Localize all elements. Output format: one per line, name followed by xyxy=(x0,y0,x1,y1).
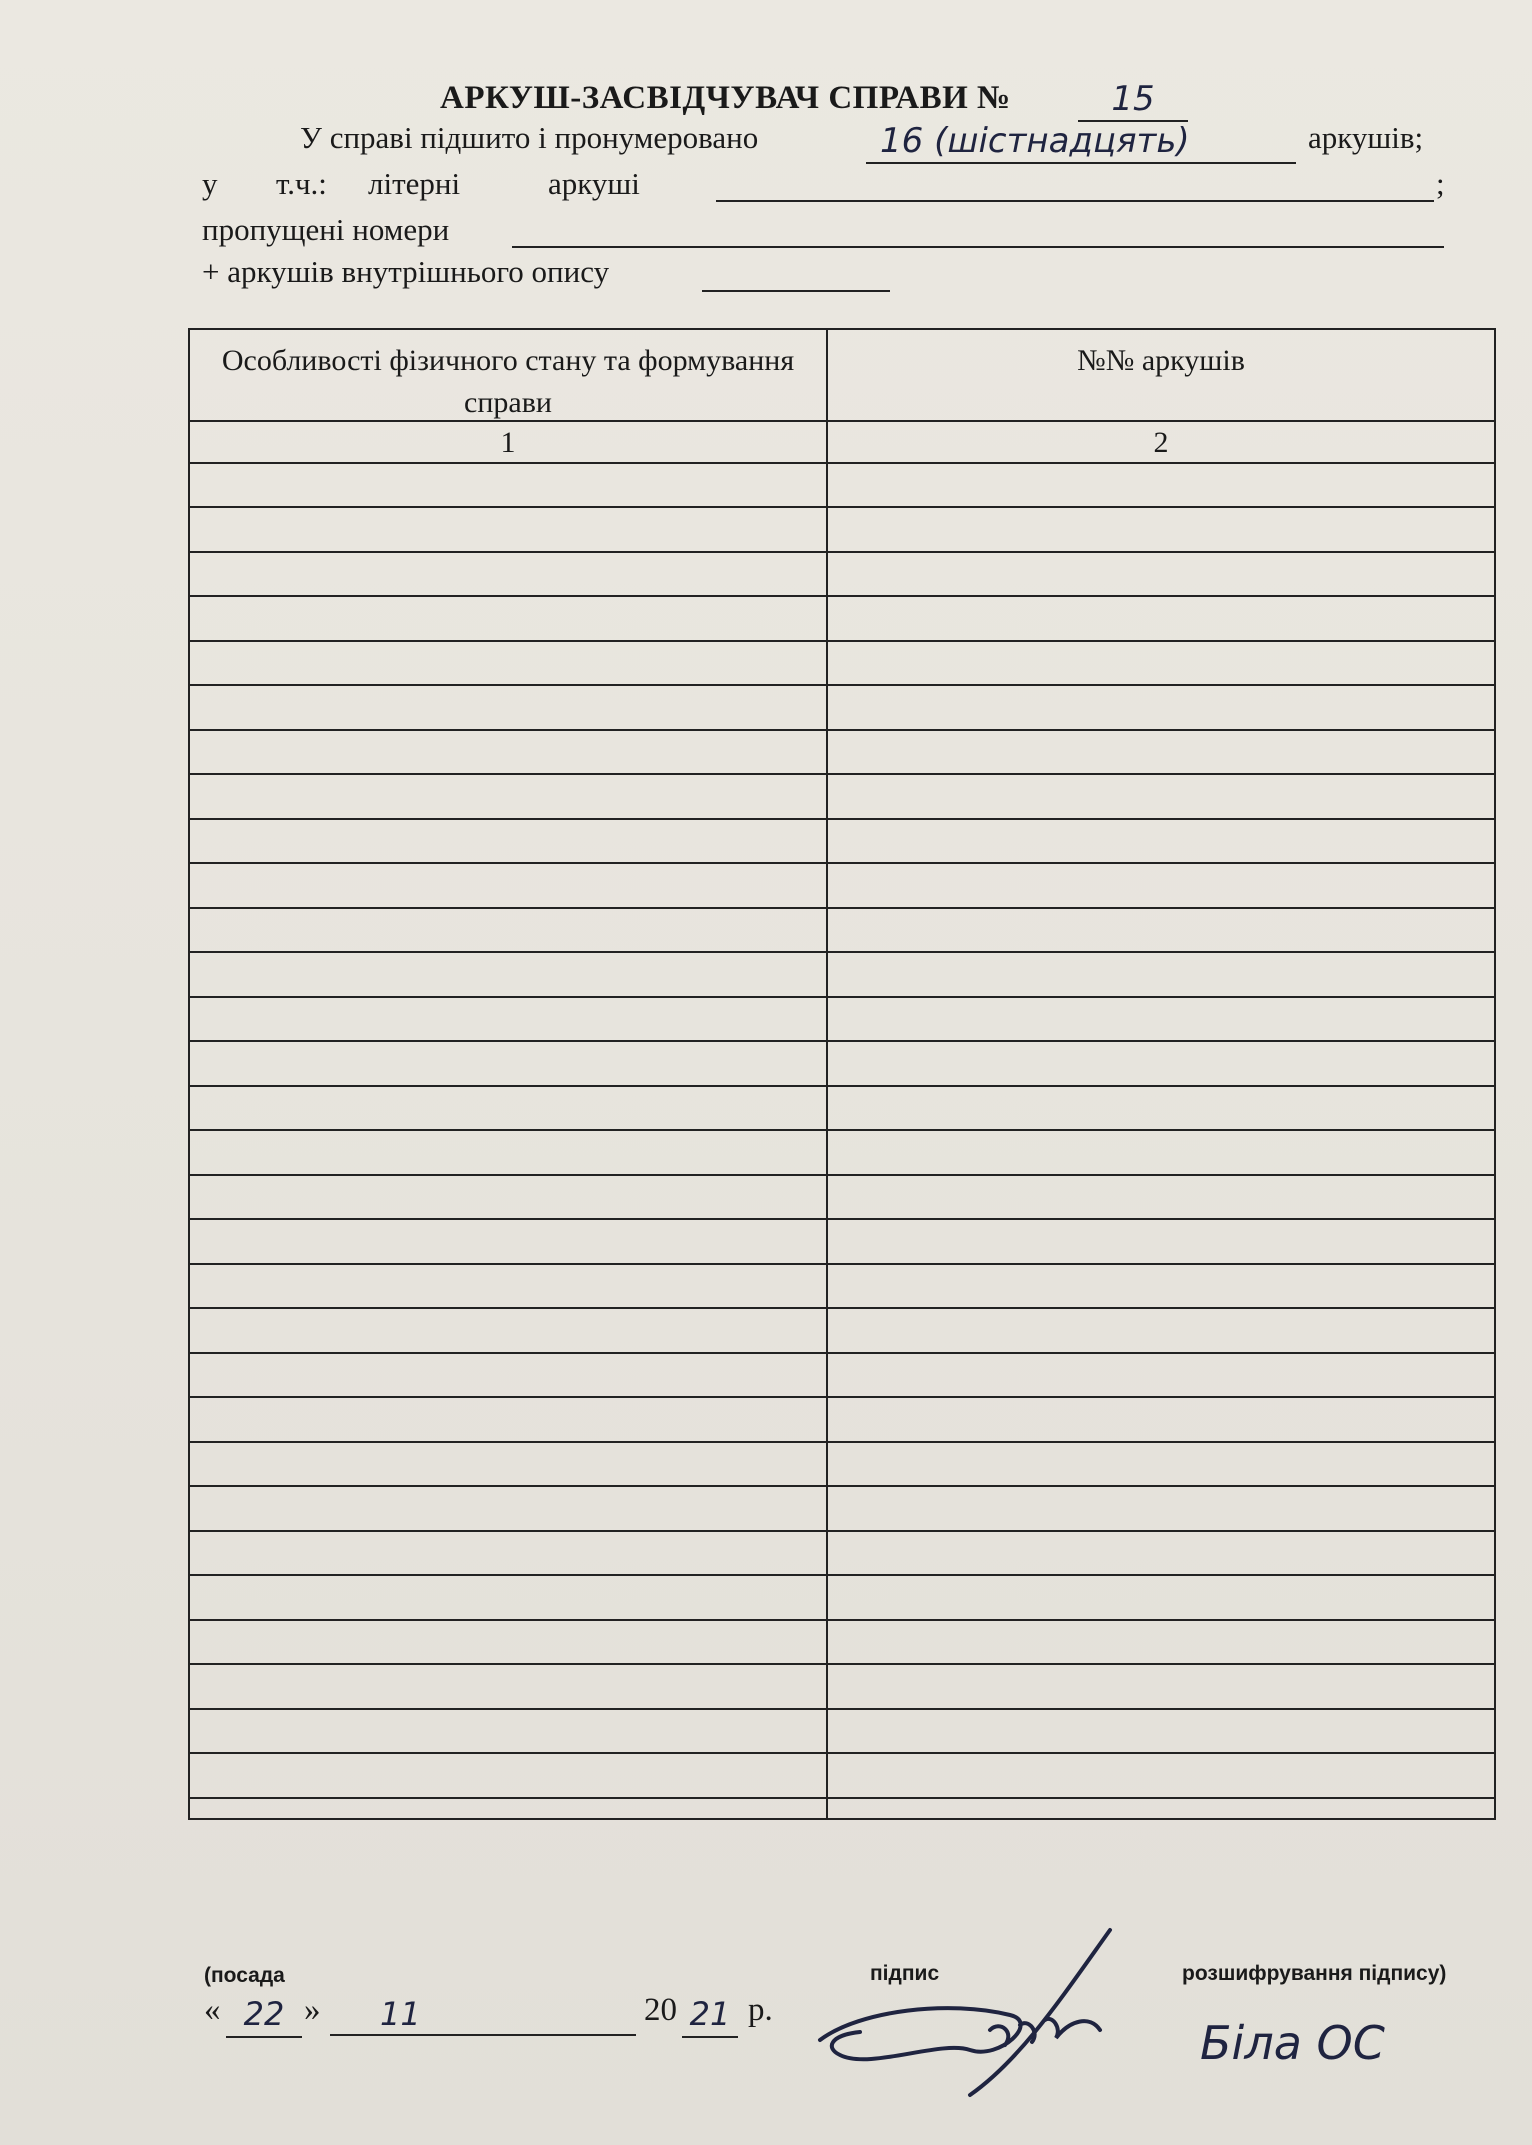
table-row-separator xyxy=(190,1218,1494,1220)
date-month: 11 xyxy=(330,1992,636,2036)
table-row-separator xyxy=(190,506,1494,508)
table-row-separator xyxy=(190,1129,1494,1131)
table-row-separator xyxy=(190,1485,1494,1487)
table-row-separator xyxy=(190,951,1494,953)
missing-numbers-blank xyxy=(512,246,1444,248)
letter-sheets-blank xyxy=(716,200,1434,202)
table-row-separator xyxy=(190,595,1494,597)
table-row-separator xyxy=(190,1619,1494,1621)
table-row-separator xyxy=(190,1174,1494,1176)
table-row-separator xyxy=(190,1441,1494,1443)
table-row-separator xyxy=(190,1352,1494,1354)
table-row-separator xyxy=(190,1574,1494,1576)
column-divider xyxy=(826,330,828,1818)
table-row-separator xyxy=(190,1530,1494,1532)
case-state-table xyxy=(188,328,1496,1820)
table-row-separator xyxy=(190,1040,1494,1042)
table-header-features: Особливості фізичного стану та формування справи xyxy=(221,344,795,419)
column-number-1: 1 xyxy=(500,426,516,459)
signer-name: Біла ОС xyxy=(1200,2016,1385,2070)
table-row-separator xyxy=(190,1663,1494,1665)
position-label: (посада xyxy=(204,1964,285,1987)
sheet-count-value: 16 (шістнадцять) xyxy=(866,118,1296,164)
document-title: АРКУШ-ЗАСВІДЧУВАЧ СПРАВИ № xyxy=(440,80,1011,116)
signature-label: підпис xyxy=(870,1962,940,1985)
case-number: 15 xyxy=(1078,78,1188,122)
table-row-separator xyxy=(190,996,1494,998)
intro-line2-d: аркуші xyxy=(548,166,640,201)
intro-line1-suffix: аркушів; xyxy=(1308,120,1424,155)
table-row-separator xyxy=(190,1752,1494,1754)
table-row-separator xyxy=(190,907,1494,909)
intro-line2-end: ; xyxy=(1436,166,1445,201)
table-row-separator xyxy=(190,462,1494,464)
intro-line3: пропущені номери xyxy=(202,212,450,247)
date-day: 22 xyxy=(226,1992,302,2038)
table-row-separator xyxy=(190,818,1494,820)
table-row-separator xyxy=(190,640,1494,642)
signature-decode-label: розшифрування підпису) xyxy=(1182,1962,1447,1985)
intro-line2-b: т.ч.: xyxy=(276,166,327,201)
table-row-separator xyxy=(190,1307,1494,1309)
table-row-separator xyxy=(190,551,1494,553)
intro-line1-prefix: У справі підшито і пронумеровано xyxy=(300,120,759,155)
table-row-separator xyxy=(190,1085,1494,1087)
table-row-separator xyxy=(190,420,1494,422)
table-header-sheets: №№ аркушів xyxy=(1077,344,1245,377)
date-year-prefix: 20 xyxy=(644,1992,677,2028)
date-quote-close: » xyxy=(304,1992,321,2028)
date-year-suffix: 21 xyxy=(682,1992,738,2038)
table-row-separator xyxy=(190,729,1494,731)
table-row-separator xyxy=(190,1708,1494,1710)
table-row-separator xyxy=(190,862,1494,864)
column-number-2: 2 xyxy=(1153,426,1169,459)
table-row-separator xyxy=(190,1396,1494,1398)
intro-line2-a: у xyxy=(202,166,218,201)
table-row-separator xyxy=(190,1263,1494,1265)
intro-line2-c: літерні xyxy=(368,166,461,201)
handwritten-signature xyxy=(800,1920,1140,2110)
date-quote-open: « xyxy=(204,1992,221,2028)
date-year-unit: р. xyxy=(748,1992,773,2028)
intro-line4: + аркушів внутрішнього опису xyxy=(202,254,610,289)
table-row-separator xyxy=(190,684,1494,686)
inventory-sheets-blank xyxy=(702,290,890,292)
table-row-separator xyxy=(190,773,1494,775)
table-row-separator xyxy=(190,1797,1494,1799)
